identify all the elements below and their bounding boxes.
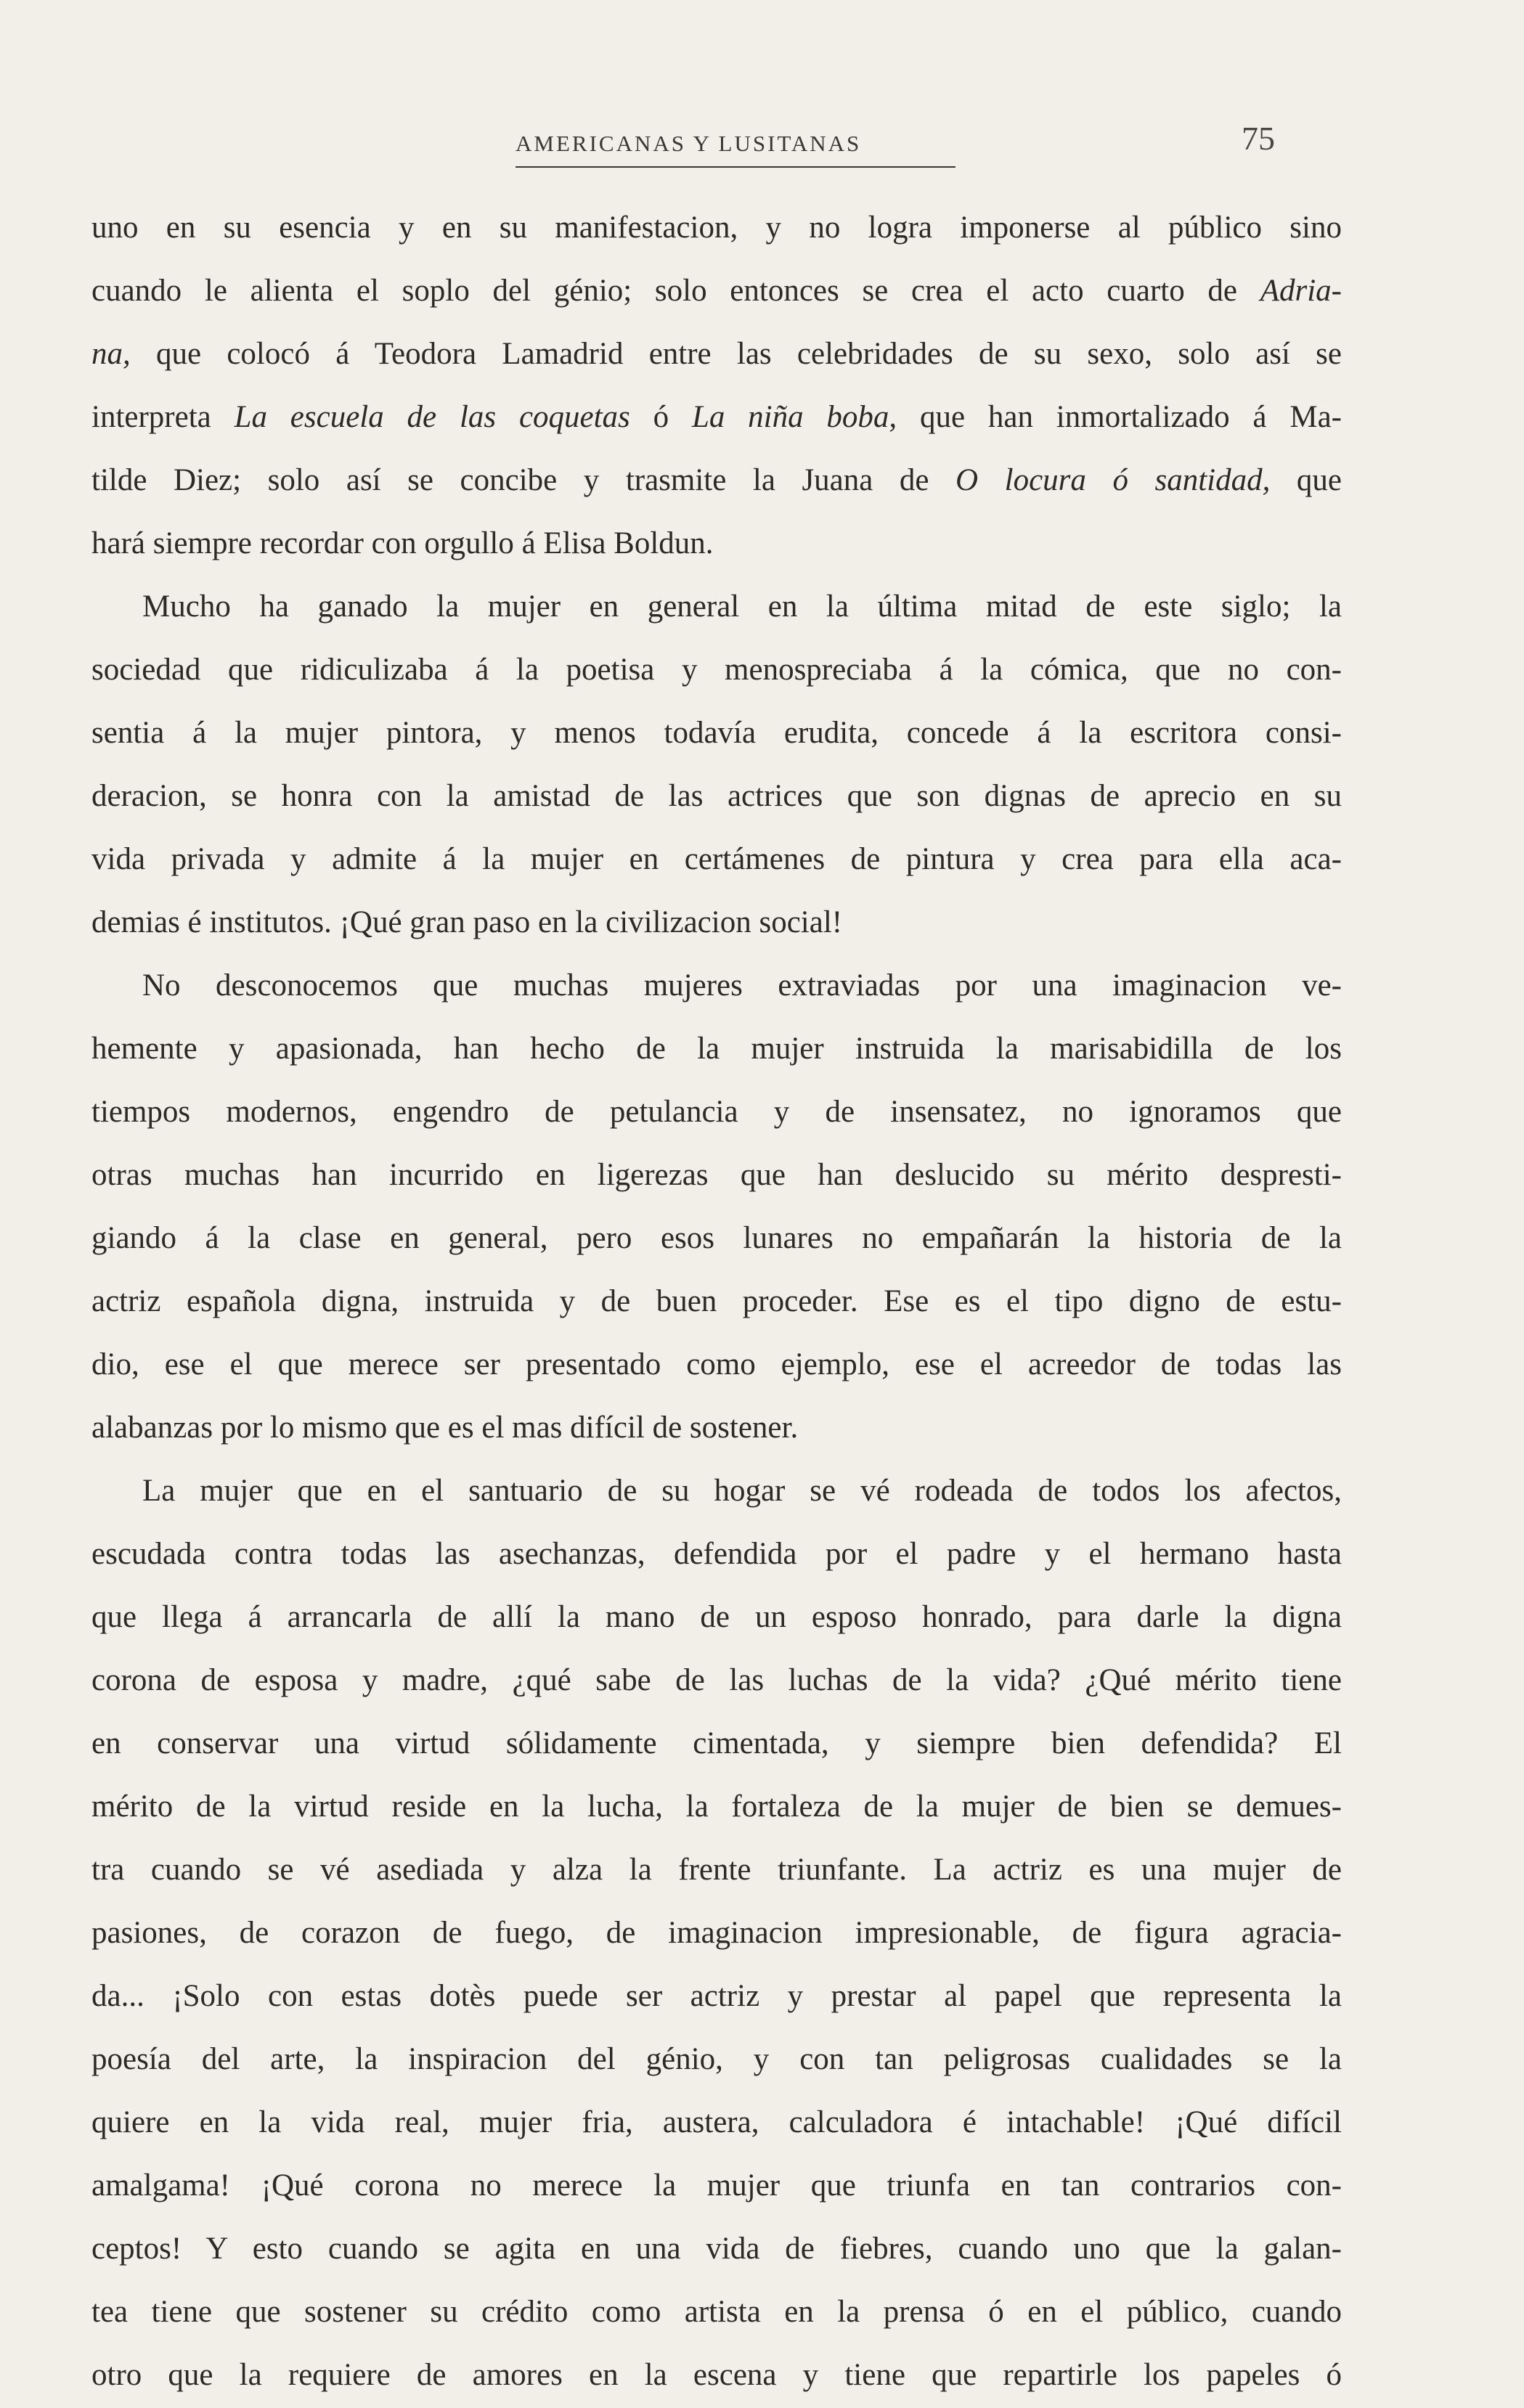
text-segment: sentia á la mujer pintora, y menos todavía erudita, concede á la escritora consi- xyxy=(91,716,1342,750)
text-segment: interpreta xyxy=(91,400,235,434)
text-segment: amalgama! ¡Qué corona no merece la mujer que triunfa en tan contrarios con- xyxy=(91,2168,1342,2203)
text-line xyxy=(91,1649,1342,1712)
text-segment: Mucho ha ganado la mujer en general en la última mitad de este siglo; la xyxy=(142,589,1342,624)
text-line xyxy=(91,1712,1342,1775)
text-line xyxy=(91,1143,1342,1207)
text-segment: que han inmortalizado á Ma- xyxy=(897,400,1342,434)
text-segment: que colocó á Teodora Lamadrid entre las celebridades de su sexo, solo así se xyxy=(130,337,1342,371)
text-segment: alabanzas por lo mismo que es el mas difícil de sostener. xyxy=(91,1411,799,1445)
text-segment: pasiones, de corazon de fuego, de imaginacion impresionable, de figura agracia- xyxy=(91,1916,1342,1950)
text-segment: sociedad que ridiculizaba á la poetisa y menospreciaba á la cómica, que no con- xyxy=(91,653,1342,687)
text-segment: tilde Diez; solo así se concibe y trasmite la Juana de xyxy=(91,463,956,497)
text-line xyxy=(91,2343,1342,2407)
text-segment: ó xyxy=(629,400,692,434)
text-segment: actriz española digna, instruida y de buen proceder. Ese es el tipo digno de estu- xyxy=(91,1284,1342,1318)
text-line xyxy=(91,1017,1342,1080)
page-header xyxy=(0,109,1524,167)
text-line xyxy=(91,2091,1342,2154)
text-segment: otro que la requiere de amores en la escena y tiene que repartirle los papeles ó xyxy=(91,2358,1342,2392)
text-segment: tra cuando se vé asediada y alza la frente triunfante. La actriz es una mujer de xyxy=(91,1853,1342,1887)
text-segment: corona de esposa y madre, ¿qué sabe de las luchas de la vida? ¿Qué mérito tiene xyxy=(91,1663,1342,1697)
text-line xyxy=(91,196,1342,259)
italic-title: La niña boba, xyxy=(691,400,897,434)
paragraph-first-line xyxy=(91,954,1342,1017)
text-line xyxy=(91,1585,1342,1649)
text-segment: ceptos! Y esto cuando se agita en una vida de fiebres, cuando uno que la galan- xyxy=(91,2232,1342,2266)
text-segment: deracion, se honra con la amistad de las actrices que son dignas de aprecio en su xyxy=(91,779,1342,813)
text-segment: que xyxy=(1270,463,1342,497)
text-line xyxy=(91,638,1342,701)
text-line xyxy=(91,1207,1342,1270)
text-line xyxy=(91,1522,1342,1585)
text-segment: vida privada y admite á la mujer en certámenes de pintura y crea para ella aca- xyxy=(91,842,1342,876)
text-segment: mérito de la virtud reside en la lucha, la fortaleza de la mujer de bien se demues- xyxy=(91,1789,1342,1824)
text-line xyxy=(91,1838,1342,1901)
text-segment: No desconocemos que muchas mujeres extraviadas por una imaginacion ve- xyxy=(142,968,1342,1003)
text-line xyxy=(91,2028,1342,2091)
text-segment: tea tiene que sostener su crédito como artista en la prensa ó en el público, cuando xyxy=(91,2295,1342,2329)
italic-title: na, xyxy=(91,337,131,371)
text-segment: cuando le alienta el soplo del génio; solo entonces se crea el acto cuarto de xyxy=(91,274,1260,308)
text-line xyxy=(91,1964,1342,2028)
text-line xyxy=(91,1775,1342,1838)
text-segment: hará siempre recordar con orgullo á Elisa Boldun. xyxy=(91,526,714,560)
text-line xyxy=(91,828,1342,891)
text-line xyxy=(91,259,1342,322)
page-number: 75 xyxy=(1242,120,1275,157)
italic-title: O locura ó santidad, xyxy=(955,463,1271,497)
text-segment: quiere en la vida real, mujer fria, austera, calculadora é intachable! ¡Qué difícil xyxy=(91,2105,1342,2139)
text-segment: otras muchas han incurrido en ligerezas que han deslucido su mérito despresti- xyxy=(91,1158,1342,1192)
text-segment: en conservar una virtud sólidamente cimentada, y siempre bien defendida? El xyxy=(91,1726,1342,1760)
text-line xyxy=(91,1270,1342,1333)
text-line xyxy=(91,1333,1342,1396)
paragraph-first-line xyxy=(91,575,1342,638)
text-segment: hemente y apasionada, han hecho de la mujer instruida la marisabidilla de los xyxy=(91,1032,1342,1066)
text-line xyxy=(91,1396,1342,1459)
running-title: AMERICANAS Y LUSITANAS xyxy=(516,131,862,156)
text-line xyxy=(91,2217,1342,2280)
text-line xyxy=(91,2154,1342,2217)
text-line xyxy=(91,2280,1342,2343)
text-segment: uno en su esencia y en su manifestacion, y no logra imponerse al público sino xyxy=(91,211,1342,245)
italic-title: Adria- xyxy=(1260,274,1342,308)
text-line xyxy=(91,385,1342,449)
italic-title: La escuela de las coquetas xyxy=(234,400,630,434)
text-line xyxy=(91,449,1342,512)
text-line xyxy=(91,1901,1342,1964)
text-segment: dio, ese el que merece ser presentado como ejemplo, ese el acreedor de todas las xyxy=(91,1347,1342,1381)
text-line xyxy=(91,1080,1342,1143)
text-segment: escudada contra todas las asechanzas, defendida por el padre y el hermano hasta xyxy=(91,1537,1342,1571)
text-segment: La mujer que en el santuario de su hogar se vé rodeada de todos los afectos, xyxy=(142,1474,1342,1508)
body-text xyxy=(91,196,1342,2407)
text-segment: demias é institutos. ¡Qué gran paso en la civilizacion social! xyxy=(91,905,843,939)
text-segment: giando á la clase en general, pero esos lunares no empañarán la historia de la xyxy=(91,1221,1342,1255)
text-segment: da... ¡Solo con estas dotès puede ser actriz y prestar al papel que representa la xyxy=(91,1979,1342,2013)
header-rule xyxy=(516,166,955,168)
text-segment: que llega á arrancarla de allí la mano de un esposo honrado, para darle la digna xyxy=(91,1600,1342,1634)
text-line xyxy=(91,891,1342,954)
paragraph-first-line xyxy=(91,1459,1342,1522)
text-segment: poesía del arte, la inspiracion del génio, y con tan peligrosas cualidades se la xyxy=(91,2042,1342,2076)
text-line xyxy=(91,322,1342,385)
text-line xyxy=(91,701,1342,764)
text-segment: tiempos modernos, engendro de petulancia y de insensatez, no ignoramos que xyxy=(91,1095,1342,1129)
text-line xyxy=(91,764,1342,828)
text-line xyxy=(91,512,1342,575)
